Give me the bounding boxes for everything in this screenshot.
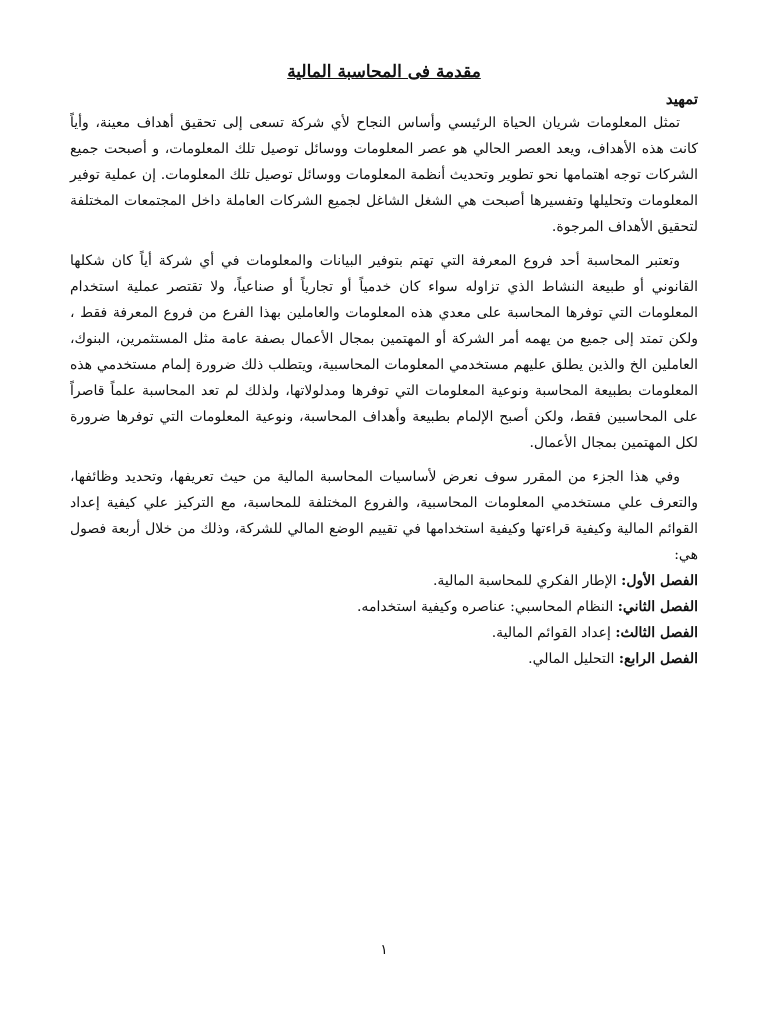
chapter-text: الإطار الفكري للمحاسبة المالية. [432, 573, 617, 589]
document-body [70, 88, 698, 672]
chapter-label: الفصل الثاني: [617, 599, 698, 615]
chapter-label: الفصل الرابع: [618, 651, 698, 667]
section-heading: تمهيد [665, 90, 698, 108]
chapter-item [70, 568, 698, 594]
paragraph-2: وتعتبر المحاسبة أحد فروع المعرفة التي تهتم بتوفير البيانات والمعلومات في أي شركة أياً كان شكلها القانوني أو طبيعة النشاط الذي تزاوله سواء كان خدمياً أو تجارياً أو صناعياً، ولا تقتصر عملية استخدام المعلومات التي توفرها المحاسبة على معدي هذه المعلومات والعاملين بهذا الفرع من فروع المعرفة فقط ، ولكن تمتد إلى جميع من يهمه أمر الشركة أو المهتمين بمجال الأعمال بصفة عامة مثل المستثمرين، البنوك، العاملين الخ والذين يطلق عليهم مستخدمي المعلومات المحاسبية، ويتطلب ذلك ضرورة إلمام مستخدمي هذه المعلومات بطبيعة المحاسبة ونوعية المعلومات التي توفرها ومدلولاتها، ولذلك لم تعد المحاسبة علماً قاصراً على المحاسبين فقط، ولكن أصبح الإلمام بطبيعة وأهداف المحاسبة، ونوعية المعلومات التي توفرها ضرورة لكل المهتمين بمجال الأعمال. [70, 253, 698, 451]
paragraph-3: وفي هذا الجزء من المقرر سوف نعرض لأساسيات المحاسبة المالية من حيث تعريفها، وتحديد وظائفها، والتعرف علي مستخدمي المعلومات المحاسبية، والفروع المختلفة للمحاسبة، مع التركيز علي كيفية إعداد القوائم المالية وكيفية قراءتها وكيفية استخدامها في تقييم الوضع المالي للشركة، وذلك من خلال أربعة فصول هي: [70, 469, 698, 563]
chapter-label: الفصل الثالث: [615, 625, 698, 641]
chapter-list [70, 568, 698, 672]
document-title: مقدمة فى المحاسبة المالية [287, 62, 481, 82]
chapter-text: النظام المحاسبي: عناصره وكيفية استخدامه. [356, 599, 614, 615]
chapter-text: إعداد القوائم المالية. [491, 625, 611, 641]
chapter-item [70, 620, 698, 646]
page-number: ١ [380, 942, 388, 958]
chapter-label: الفصل الأول: [621, 573, 698, 589]
paragraph-1: تمثل المعلومات شريان الحياة الرئيسي وأساس النجاح لأي شركة تسعى إلى تحقيق أهداف معينة، وأياً كانت هذه الأهداف، ويعد العصر الحالي هو عصر المعلومات ووسائل توصيل تلك المعلومات، و أصبحت جميع الشركات توجه اهتمامها نحو تطوير وتحديث أنظمة المعلومات ووسائل توصيل تلك المعلومات. إن عملية توفير المعلومات وتحليلها وتفسيرها أصبحت هي الشغل الشاغل لجميع الشركات العاملة داخل المجتمعات المختلفة لتحقيق الأهداف المرجوة. [70, 115, 698, 235]
chapter-item [70, 594, 698, 620]
chapter-text: التحليل المالي. [528, 651, 615, 667]
chapter-item [70, 646, 698, 672]
